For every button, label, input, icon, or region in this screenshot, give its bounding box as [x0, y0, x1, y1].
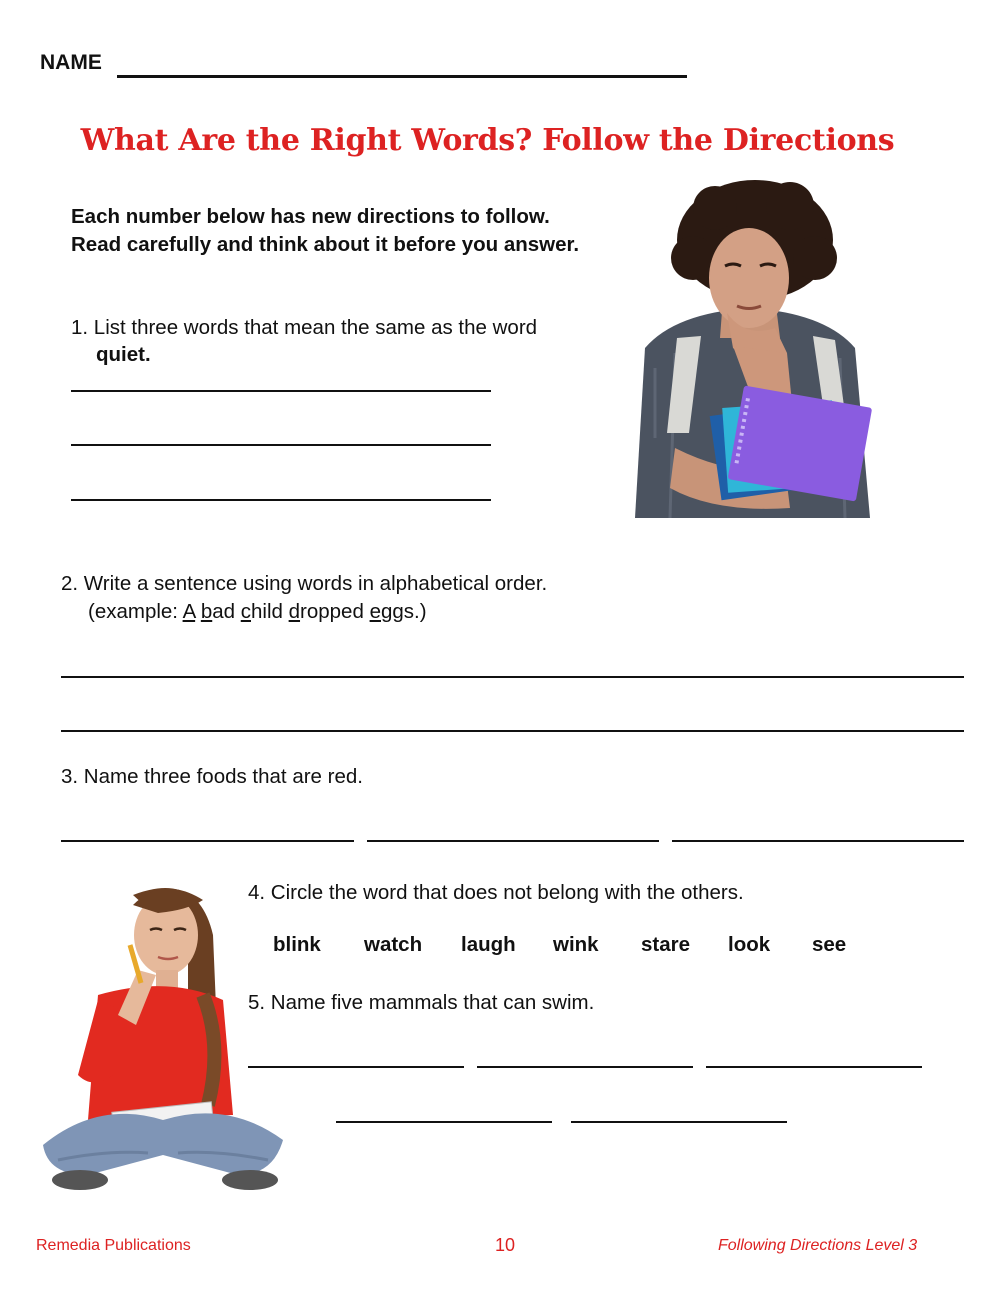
example-word-4-rest: ropped [300, 600, 364, 623]
example-prefix: (example: [88, 600, 183, 623]
q3-answer-line-3[interactable] [672, 840, 964, 842]
q5-answer-line-5[interactable] [571, 1121, 787, 1123]
footer-series-title: Following Directions Level 3 [718, 1237, 918, 1254]
word-option-1[interactable]: blink [273, 933, 321, 956]
question-5-text: 5. Name five mammals that can swim. [248, 991, 595, 1014]
intro-line-2: Read carefully and think about it before you answer. [71, 233, 580, 256]
example-word-5-first: e [369, 600, 381, 623]
example-word-2-rest: ad [212, 600, 236, 623]
example-word-5-rest: ggs. [380, 600, 420, 623]
q2-answer-line-1[interactable] [61, 676, 964, 678]
footer-publisher: Remedia Publications [36, 1237, 191, 1254]
word-option-4[interactable]: wink [553, 933, 599, 956]
q1-answer-line-1[interactable] [71, 390, 491, 392]
page-title: What Are the Right Words? Follow the Directions [80, 123, 895, 158]
q1-answer-line-3[interactable] [71, 499, 491, 501]
example-word-4-first: d [288, 600, 301, 623]
thinking-girl-photo [38, 875, 288, 1197]
word-option-2[interactable]: watch [364, 933, 423, 956]
question-1-text: 1. List three words that mean the same as the word [71, 316, 538, 339]
intro-line-1: Each number below has new directions to follow. [71, 205, 550, 228]
footer-page-number: 10 [495, 1235, 516, 1255]
word-option-7[interactable]: see [812, 933, 847, 956]
q3-answer-line-2[interactable] [367, 840, 659, 842]
q2-answer-line-2[interactable] [61, 730, 964, 732]
question-4-text: 4. Circle the word that does not belong with the others. [248, 881, 744, 904]
q1-answer-line-2[interactable] [71, 444, 491, 446]
word-option-6[interactable]: look [728, 933, 771, 956]
example-word-3-rest: hild [251, 600, 283, 623]
example-suffix: ) [419, 600, 427, 623]
q5-answer-line-4[interactable] [336, 1121, 552, 1123]
example-word-3-first: c [240, 600, 251, 623]
q3-answer-line-1[interactable] [61, 840, 354, 842]
question-1-bold-word: quiet. [96, 343, 151, 366]
word-option-3[interactable]: laugh [461, 933, 516, 956]
question-3-text: 3. Name three foods that are red. [61, 765, 363, 788]
example-word-2-first: b [200, 600, 213, 623]
word-option-5[interactable]: stare [641, 933, 691, 956]
q5-answer-line-2[interactable] [477, 1066, 693, 1068]
q5-answer-line-3[interactable] [706, 1066, 922, 1068]
q5-answer-line-1[interactable] [248, 1066, 464, 1068]
question-2-text: 2. Write a sentence using words in alphabetical order. [61, 572, 548, 595]
name-answer-line[interactable] [117, 75, 687, 78]
thinking-boy-photo [615, 178, 885, 518]
name-label: NAME [40, 51, 102, 74]
question-2-example [88, 600, 427, 624]
example-word-1-first: A [182, 600, 196, 623]
